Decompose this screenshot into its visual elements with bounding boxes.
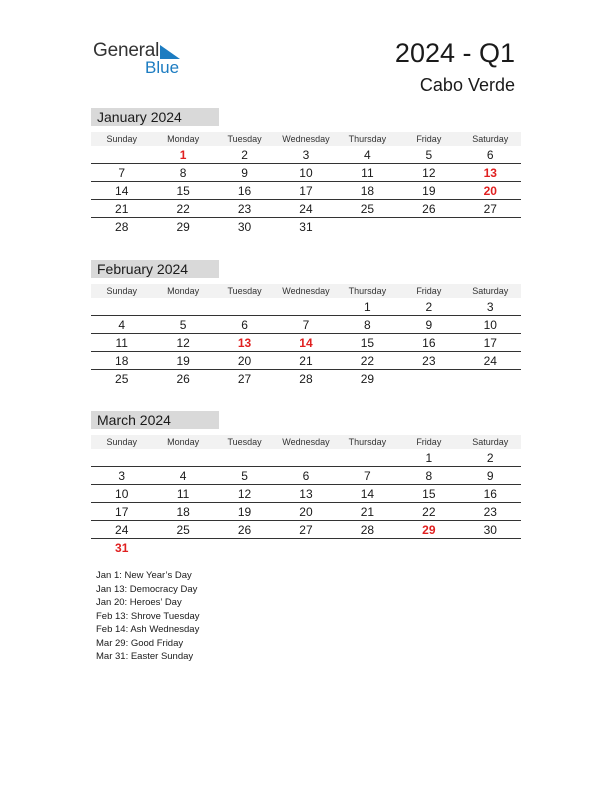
date-cell: 26 [176,372,190,386]
date-cell [460,540,521,556]
date-cell: 15 [360,336,375,350]
date-cell: 18 [115,354,129,368]
weekday-label: Monday [167,286,200,296]
date-cell: 9 [241,166,248,180]
weekday-label: Friday [416,437,442,447]
generalblue-logo [93,40,193,80]
date-cell: 29 [176,220,190,234]
date-cell: 12 [422,166,436,180]
holiday-item: Mar 31: Easter Sunday [96,651,194,662]
date-cell: 10 [115,487,129,501]
date-cell: 29 [360,372,375,386]
weekday-label: Saturday [472,286,509,296]
date-cell: 15 [422,487,436,501]
date-cell: 10 [483,318,497,332]
holiday-date-cell: 13 [237,336,252,350]
month-title: January 2024 [91,108,219,126]
week-row [91,353,521,370]
date-cell: 17 [483,336,497,350]
holiday-item: Jan 13: Democracy Day [96,583,198,595]
week-row [91,299,521,316]
month-calendar [91,260,521,387]
date-cell: 5 [179,318,187,332]
date-cell: 4 [118,318,126,332]
date-cell: 9 [486,469,494,483]
date-cell [398,219,459,235]
date-cell: 24 [115,523,129,537]
date-cell [275,540,336,556]
date-cell: 27 [237,372,252,386]
date-cell: 6 [302,469,310,483]
holiday-item: Feb 14: Ash Wednesday [96,624,200,635]
date-cell: 23 [483,505,497,519]
weekday-label: Saturday [472,437,509,447]
date-cell: 17 [115,505,129,519]
date-cell: 24 [299,202,313,216]
date-cell: 31 [299,220,313,234]
weekday-header-row [91,435,521,449]
weekday-label: Wednesday [282,286,330,296]
week-row [91,335,521,352]
holiday-date-cell: 13 [483,166,497,180]
date-cell: 16 [422,336,436,350]
weekday-label: Wednesday [282,437,330,447]
date-cell: 22 [422,505,436,519]
weekday-label: Monday [167,437,200,447]
weekday-label: Saturday [472,134,509,144]
month-title: March 2024 [91,411,219,429]
date-cell: 5 [241,469,248,483]
date-cell: 5 [425,148,433,162]
weekday-label: Friday [416,286,442,296]
week-row [91,540,521,556]
weekday-label: Sunday [106,286,137,296]
holiday-list [96,569,200,664]
week-row [91,522,521,539]
holiday-date-cell: 14 [299,336,313,350]
holiday-item: Feb 13: Shrove Tuesday [96,610,200,622]
date-cell [460,219,521,235]
date-cell: 8 [179,166,187,180]
date-cell: 11 [176,487,190,501]
weekday-label: Thursday [348,134,387,144]
date-cell: 25 [115,372,129,386]
date-cell: 17 [299,184,313,198]
date-cell: 8 [425,469,433,483]
date-cell: 2 [241,148,248,162]
date-cell: 8 [364,318,371,332]
date-cell: 22 [176,202,190,216]
date-cell [91,299,152,315]
date-cell: 23 [422,354,436,368]
date-cell: 20 [299,505,313,519]
date-cell: 21 [299,354,313,368]
date-cell [152,540,213,556]
date-cell: 3 [486,300,494,314]
weekday-header-row [91,284,521,298]
date-cell: 15 [176,184,190,198]
date-cell: 24 [483,354,497,368]
weekday-label: Thursday [348,437,387,447]
month-title: February 2024 [91,260,219,278]
holiday-item: Jan 1: New Year’s Day [96,570,192,581]
date-cell: 19 [237,505,252,519]
weekday-label: Sunday [106,134,137,144]
weekday-label: Tuesday [227,286,262,296]
week-row [91,504,521,521]
holiday-date-cell: 20 [483,184,497,198]
date-cell: 21 [360,505,375,519]
date-cell [337,219,398,235]
date-cell: 13 [299,487,313,501]
date-cell: 6 [241,318,248,332]
weekday-label: Tuesday [227,437,262,447]
logo-triangle-icon [160,45,180,59]
date-cell: 30 [483,523,497,537]
date-cell: 20 [237,354,252,368]
date-cell [214,450,275,466]
week-row [91,450,521,467]
date-cell: 2 [486,451,494,465]
date-cell [337,450,398,466]
date-cell: 18 [360,184,375,198]
date-cell: 11 [361,166,374,180]
date-cell: 2 [425,300,433,314]
date-cell [152,450,213,466]
date-cell: 30 [237,220,252,234]
week-row [91,165,521,182]
weekday-label: Monday [167,134,200,144]
week-row [91,468,521,485]
date-cell: 1 [425,451,433,465]
date-cell: 9 [425,318,433,332]
date-cell: 28 [360,523,375,537]
date-cell: 21 [115,202,129,216]
weekday-label: Thursday [348,286,387,296]
weekday-header-row [91,132,521,146]
date-cell: 23 [237,202,252,216]
week-row [91,183,521,200]
week-row [91,317,521,334]
date-cell: 14 [115,184,129,198]
date-cell: 25 [176,523,190,537]
logo-text-blue: Blue [145,58,180,77]
holiday-date-cell: 1 [179,148,187,162]
date-cell: 12 [176,336,190,350]
date-cell: 4 [179,469,187,483]
date-cell [214,540,275,556]
weekday-label: Sunday [106,437,137,447]
date-cell: 19 [176,354,190,368]
date-cell: 27 [483,202,497,216]
date-cell [91,450,152,466]
month-calendar [91,411,521,556]
weekday-label: Wednesday [282,134,330,144]
holiday-item: Jan 20: Heroes’ Day [96,597,182,608]
date-cell: 11 [115,336,128,350]
date-cell: 25 [360,202,375,216]
weekday-label: Friday [416,134,442,144]
date-cell: 19 [422,184,436,198]
country-name: Cabo Verde [419,75,515,95]
page-title: 2024 - Q1 [394,38,515,68]
week-row [91,371,521,387]
date-cell: 28 [299,372,313,386]
date-cell: 12 [237,487,252,501]
date-cell [214,299,275,315]
date-cell: 22 [360,354,375,368]
week-row [91,147,521,164]
date-cell [152,299,213,315]
week-row [91,219,521,235]
date-cell: 3 [302,148,310,162]
date-cell: 26 [237,523,252,537]
date-cell [398,371,459,387]
date-cell [275,450,336,466]
date-cell: 6 [486,148,494,162]
date-cell [337,540,398,556]
date-cell: 3 [118,469,126,483]
holiday-date-cell: 31 [115,541,129,555]
date-cell: 7 [364,469,371,483]
date-cell: 4 [364,148,371,162]
date-cell [398,540,459,556]
week-row [91,201,521,218]
date-cell: 1 [364,300,371,314]
date-cell: 28 [115,220,129,234]
month-calendar [91,108,521,235]
weekday-label: Tuesday [227,134,262,144]
date-cell: 14 [360,487,375,501]
date-cell [91,147,152,163]
date-cell [275,299,336,315]
date-cell: 16 [237,184,252,198]
date-cell: 10 [299,166,313,180]
week-row [91,486,521,503]
date-cell: 7 [302,318,310,332]
date-cell: 27 [299,523,313,537]
date-cell: 7 [118,166,126,180]
logo-text-general: General [93,40,160,61]
holiday-date-cell: 29 [422,523,436,537]
date-cell [460,371,521,387]
holiday-item: Mar 29: Good Friday [96,637,184,649]
date-cell: 26 [422,202,436,216]
date-cell: 18 [176,505,190,519]
date-cell: 16 [483,487,497,501]
